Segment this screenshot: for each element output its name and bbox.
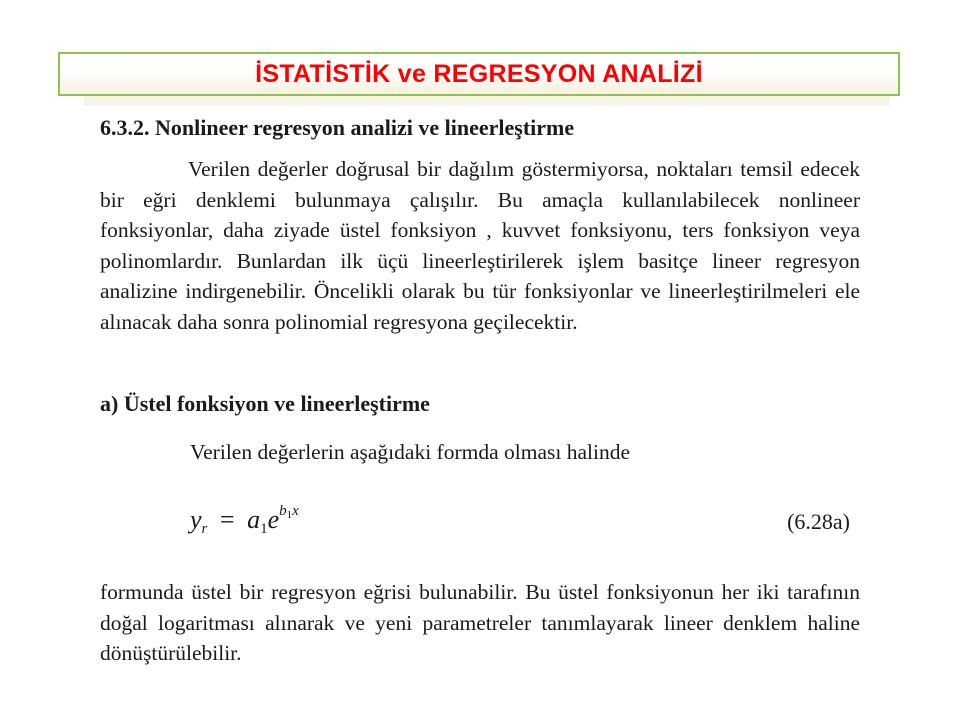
formula-y-subscript: r [201,521,208,537]
formula-x: x [292,503,299,519]
slide-title: İSTATİSTİK ve REGRESYON ANALİZİ [255,60,703,88]
formula-b-subscript: 1 [286,509,293,521]
content-strip [84,96,890,106]
slide-title-banner [58,52,900,96]
formula-e: e [267,505,280,534]
formula-equals: = [219,505,235,534]
formula-a: a [247,505,261,534]
equation-row [190,503,850,553]
formula-exponent [279,503,299,519]
formula-y: y [190,505,202,534]
subsection-intro: Verilen değerlerin aşağıdaki formda olması halinde [190,440,630,464]
subsection-paragraph: formunda üstel bir regresyon eğrisi bulunabilir. Bu üstel fonksiyonun her iki tarafının doğal logaritması alınarak ve yeni parametreler tanımlayarak lineer denklem haline dönüştürülebilir. [100,580,860,665]
section-paragraph [100,154,860,337]
equation-number: (6.28a) [787,509,850,534]
section-heading: 6.3.2. Nonlineer regresyon analizi ve lineerleştirme [100,115,575,140]
formula-a-subscript: 1 [260,521,268,537]
section-paragraph-text: Verilen değerler doğrusal bir dağılım göstermiyorsa, noktaları temsil edecek bir eğri denklemi bulunmaya çalışılır. Bu amaçla kullanılabilecek nonlineer fonksiyonlar, daha ziyade üstel fonksiyon , kuvvet fonksiyonu, ters fonksiyon veya polinomlardır. Bunlardan ilk üçü lineerleştirilerek işlem basitçe lineer regresyon analizine indirgenebilir. Öncelikli olarak bu tür fonksiyonlar ve lineerleştirilmeleri ele alınacak daha sonra polinomial regresyona geçilecektir. [100,157,860,334]
exponential-formula [190,503,299,538]
formula-b: b [279,503,287,519]
subsection-heading: a) Üstel fonksiyon ve lineerleştirme [100,391,430,416]
